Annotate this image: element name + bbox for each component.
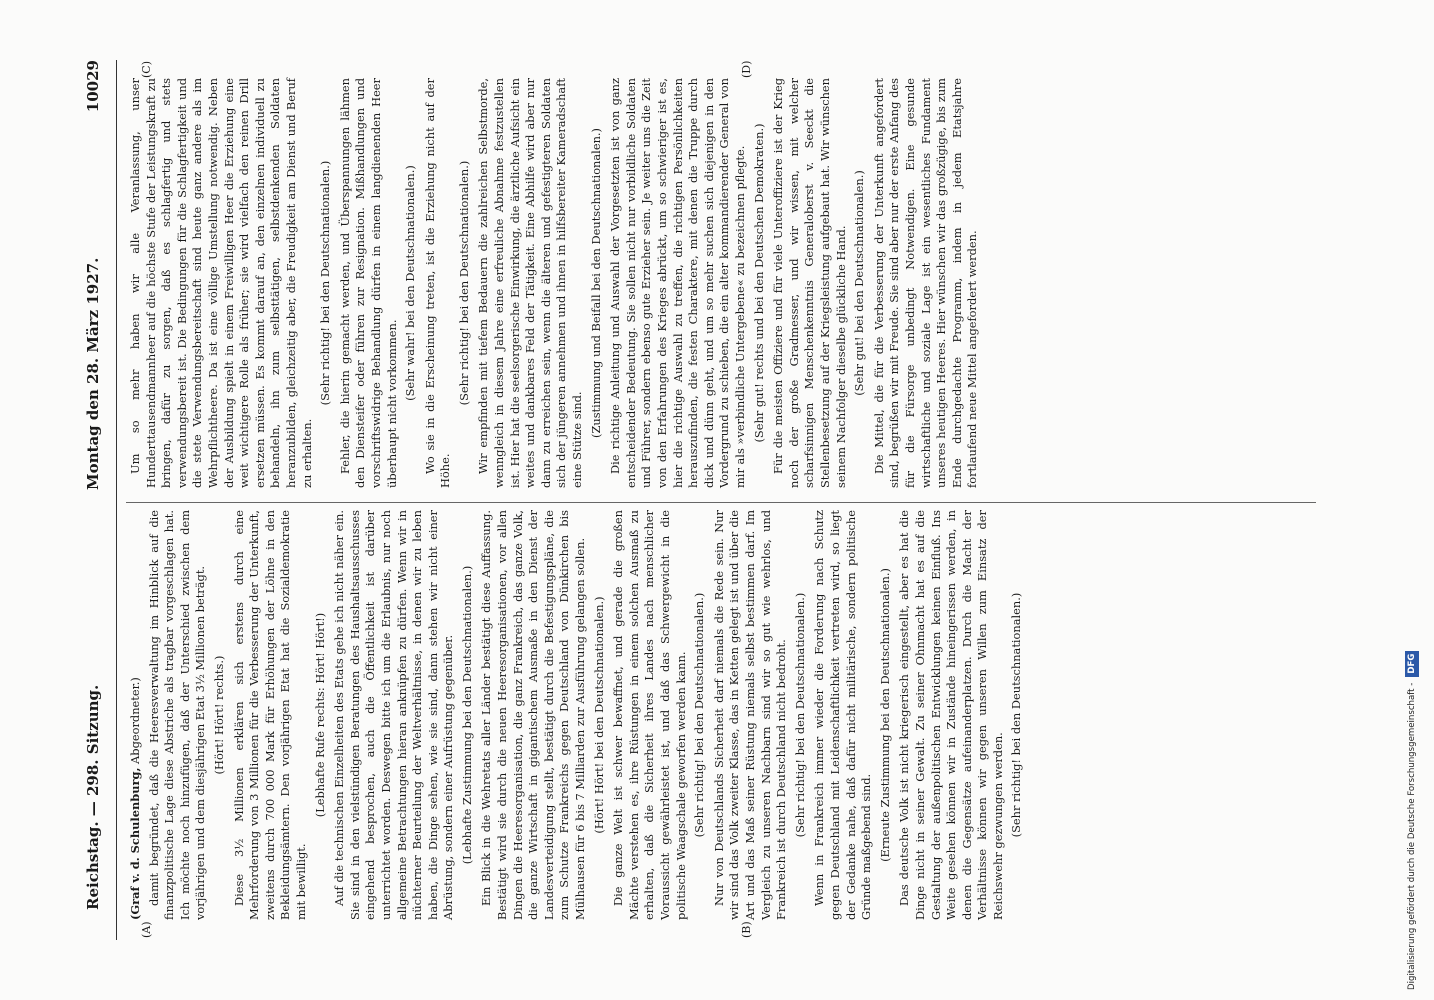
rotated-document-page	[80, 60, 1320, 940]
left-column	[128, 510, 1029, 920]
column-divider	[126, 502, 1316, 503]
interjection: (Sehr richtig! bei den Deutschnationalen.)	[456, 160, 471, 406]
margin-marker-b: (B)	[740, 921, 753, 938]
right-column	[128, 78, 984, 488]
speaker-line	[128, 510, 144, 920]
paragraph: Die richtige Anleitung und Auswahl der Vorgesetzten ist von ganz entscheidender Bedeutung. Sie sollen nicht nur vorbildliche Soldaten und Führer, sondern ebenso gute Erzieher sein. Je weiter uns die Zeit von den Erfahrungen des Krieges abrückt, um so schwieriger ist es, hier die richtige Auswahl zu treffen, die richtigen Persönlichkeiten herauszufinden, die festen Charaktere, mit denen die Truppe durch dick und dünn geht, und um so mehr suchen sich diejenigen in den Vordergrund zu schieben, die ein alter kommandierender General von mir als »verbindliche Untergebene« zu bezeichnen pflegte.	[608, 78, 747, 488]
interjection: (Lebhafte Zustimmung bei den Deutschnationalen.)	[459, 565, 474, 865]
paragraph: Auf die technischen Einzelheiten des Etats gehe ich nicht näher ein. Sie sind in den vielstündigen Beratungen des Haushaltsausschusses eingehend besprochen, auch die Öffentlichkeit ist darüber unterrichtet worden. Deswegen bitte ich um die Erlaubnis, nur noch allgemeine Betrachtungen hieran anknüpfen zu dürfen. Wenn wir in nüchterner Beurteilung der Weltverhältnisse, in denen wir zu leben haben, die Dinge sehen, wie sie sind, dann stehen wir nicht einer Abrüstung, sondern einer Aufrüstung gegenüber.	[332, 510, 456, 920]
page-number: 10029	[84, 60, 102, 113]
paragraph: Diese 3½ Millionen erklären sich erstens durch eine Mehrforderung von 3 Millionen für die Verbesserung der Unterkunft, zweitens durch 700 000 Mark für Erhöhungen der Löhne in den Bekleidungsämtern. Den vorjährigen Etat hat die Sozialdemokratie mit bewilligt.	[231, 510, 308, 920]
interjection: (Sehr wahr! bei den Deutschnationalen.)	[403, 165, 418, 401]
interjection: (Sehr richtig! bei den Deutschnationalen.)	[318, 160, 333, 406]
interjection: (Sehr richtig! bei den Deutschnationalen.)	[792, 592, 807, 838]
margin-marker-d: (D)	[740, 60, 753, 78]
funding-sidenote-text	[1402, 10, 1422, 990]
header-rule	[116, 60, 117, 940]
interjection: (Lebhafte Rufe rechts: Hört! Hört!)	[312, 612, 327, 818]
paragraph: Für die meisten Offiziere und für viele Unteroffiziere ist der Krieg noch der große Gradmesser, und wir wissen, mit welcher scharfsinnigen Menschenkenntnis Generaloberst v. Seeckt die Stellenbesetzung auf der Kriegsleistung aufgebaut hat. Wir wünschen seinem Nachfolger dieselbe glückliche Hand.	[771, 78, 848, 488]
paragraph: Wir empfinden mit tiefem Bedauern die zahlreichen Selbstmorde, wenngleich in diesem Jahre eine erfreuliche Abnahme festzustellen ist. Hier hat die seelsorgerische Einwirkung, die ärztliche Aufsicht ein weites und dankbares Feld der Tätigkeit. Eine Abhilfe wird aber nur dann zu erreichen sein, wenn die älteren und gefestigteren Soldaten sich der jüngeren annehmen und ihnen in hilfsbereiter Kameradschaft eine Stütze sind.	[476, 78, 585, 488]
interjection: (Hört! Hört! bei den Deutschnationalen.)	[591, 596, 606, 834]
running-head	[80, 60, 112, 940]
header-date: Montag den 28. März 1927.	[84, 257, 102, 490]
interjection: (Hört! Hört! rechts.)	[211, 655, 226, 775]
interjection: (Sehr richtig! bei den Deutschnationalen.)	[1009, 592, 1024, 838]
paragraph: Die Mittel, die für die Verbesserung der Unterkunft angefordert sind, begrüßen wir mit Freude. Sie sind aber nur der erste Anfang des für die Fürsorge unbedingt Notwendigen. Eine gesunde wirtschaftliche und soziale Lage ist ein wesentliches Fundament unseres heutigen Heeres. Hier wünschen wir das großzügige, bis zum Ende durchgedachte Programm, indem in jedem Etatsjahre fortlaufend neue Mittel angefordert werden.	[871, 78, 980, 488]
interjection: (Zustimmung und Beifall bei den Deutschnationalen.)	[588, 128, 603, 438]
paragraph: Wenn in Frankreich immer wieder die Forderung nach Schutz gegen Deutschland mit Leidenschaftlichkeit vertreten wird, so liegt der Gedanke nahe, daß dafür nicht militärische, sondern politische Gründe maßgebend sind.	[812, 510, 874, 920]
speaker-role: Abgeordneter.)	[128, 677, 142, 764]
paragraph: Das deutsche Volk ist nicht kriegerisch eingestellt, aber es hat die Dinge nicht in seiner Gewalt. Zu seiner Ohnmacht hat es auf die Gestaltung der außenpolitischen Entwicklungen keinen Einfluß. Ins Weite gesehen können wir in Zustände hineingerissen werden, in denen die Gegensätze aufeinanderplatzen. Durch die Macht der Verhältnisse können wir gegen unseren Willen zum Einsatz der Reichswehr gezwungen werden.	[897, 510, 1005, 920]
paragraph: Ein Blick in die Wehretats aller Länder bestätigt diese Auffassung. Bestätigt wird sie durch die neuen Heeresorganisationen, vor allen Dingen die Heeresorganisation, die ganz Frankreich, das ganze Volk, die ganze Wirtschaft in gigantischem Ausmaße in den Dienst der Landesverteidigung stellt, bestätigt durch die Befestigungspläne, die zum Schutze Frankreichs gegen Deutschland von Dünkirchen bis Mülhausen für 6 bis 7 Milliarden zur Ausführung gelangen sollen.	[479, 510, 588, 920]
margin-marker-a: (A)	[140, 921, 153, 938]
interjection: (Sehr gut! bei den Deutschnationalen.)	[852, 170, 867, 396]
paragraph: damit begründet, daß die Heeresverwaltung im Hinblick auf die finanzpolitische Lage diese Abstriche als tragbar vorgeschlagen hat. Ich möchte noch hinzufügen, daß der Unterschied zwischen dem vorjährigen und dem diesjährigen Etat 3½ Millionen beträgt.	[146, 510, 208, 920]
dfg-logo: DFG	[1405, 651, 1419, 677]
paragraph: Wo sie in die Erscheinung treten, ist die Erziehung nicht auf der Höhe.	[422, 78, 453, 488]
speaker-name: (Graf v. d. Schulenburg,	[128, 767, 142, 920]
funding-text: Digitalisierung gefördert durch die Deutsche Forschungsgemeinschaft -	[1407, 682, 1417, 990]
header-session: Reichstag. — 298. Sitzung.	[84, 684, 102, 910]
paragraph: Fehler, die hierin gemacht werden, und Überspannungen lähmen den Diensteifer oder führen zur Resignation. Mißhandlungen und vorschriftswidrige Behandlung dürfen in einem langdienenden Heer überhaupt nicht vorkommen.	[337, 78, 399, 488]
interjection: (Sehr richtig! bei den Deutschnationalen.)	[692, 592, 707, 838]
funding-sidenote	[1402, 10, 1422, 990]
margin-marker-c: (C)	[140, 61, 153, 78]
paragraph: Nur von Deutschlands Sicherheit darf niemals die Rede sein. Nur wir sind das Volk zweiter Klasse, das in Ketten gelegt ist und über die Art und das Maß seiner Rüstung niemals selbst bestimmen darf. Im Vergleich zu unseren Nachbarn sind wir so gut wie wehrlos, und Frankreich ist durch Deutschland nicht bedroht.	[711, 510, 789, 920]
interjection: (Sehr gut! rechts und bei den Deutschen Demokraten.)	[751, 123, 766, 443]
interjection: (Erneute Zustimmung bei den Deutschnationalen.)	[877, 568, 892, 862]
paragraph: Die ganze Welt ist schwer bewaffnet, und gerade die großen Mächte verstehen es, ihre Rüstungen in einem solchen Ausmaß zu erhalten, daß die Sicherheit ihres Landes nach menschlicher Voraussicht gewährleistet ist, und daß das Schwergewicht in die politische Waagschale geworfen werden kann.	[611, 510, 688, 920]
paragraph: Um so mehr haben wir alle Veranlassung, unser Hunderttausendmannheer auf die höchste Stufe der Leistungskraft zu bringen, dafür zu sorgen, daß es schlagfertig und stets verwendungsbereit ist. Die Bedingungen für die Schlagfertigkeit und die stete Verwendungsbereitschaft sind heute ganz andere als im Wehrpflichtheere. Da ist eine völlige Umstellung notwendig. Neben der Ausbildung spielt in einem Freiwilligen Heer die Erziehung eine weit wichtigere Rolle als früher; sie wird vielfach den reinen Drill ersetzen müssen. Es kommt darauf an, den einzelnen individuell zu behandeln, ihn zum selbsttätigen, selbstdenkenden Soldaten heranzubilden, gleichzeitig aber, die Freudigkeit am Dienst und Beruf zu erhalten.	[128, 78, 314, 488]
